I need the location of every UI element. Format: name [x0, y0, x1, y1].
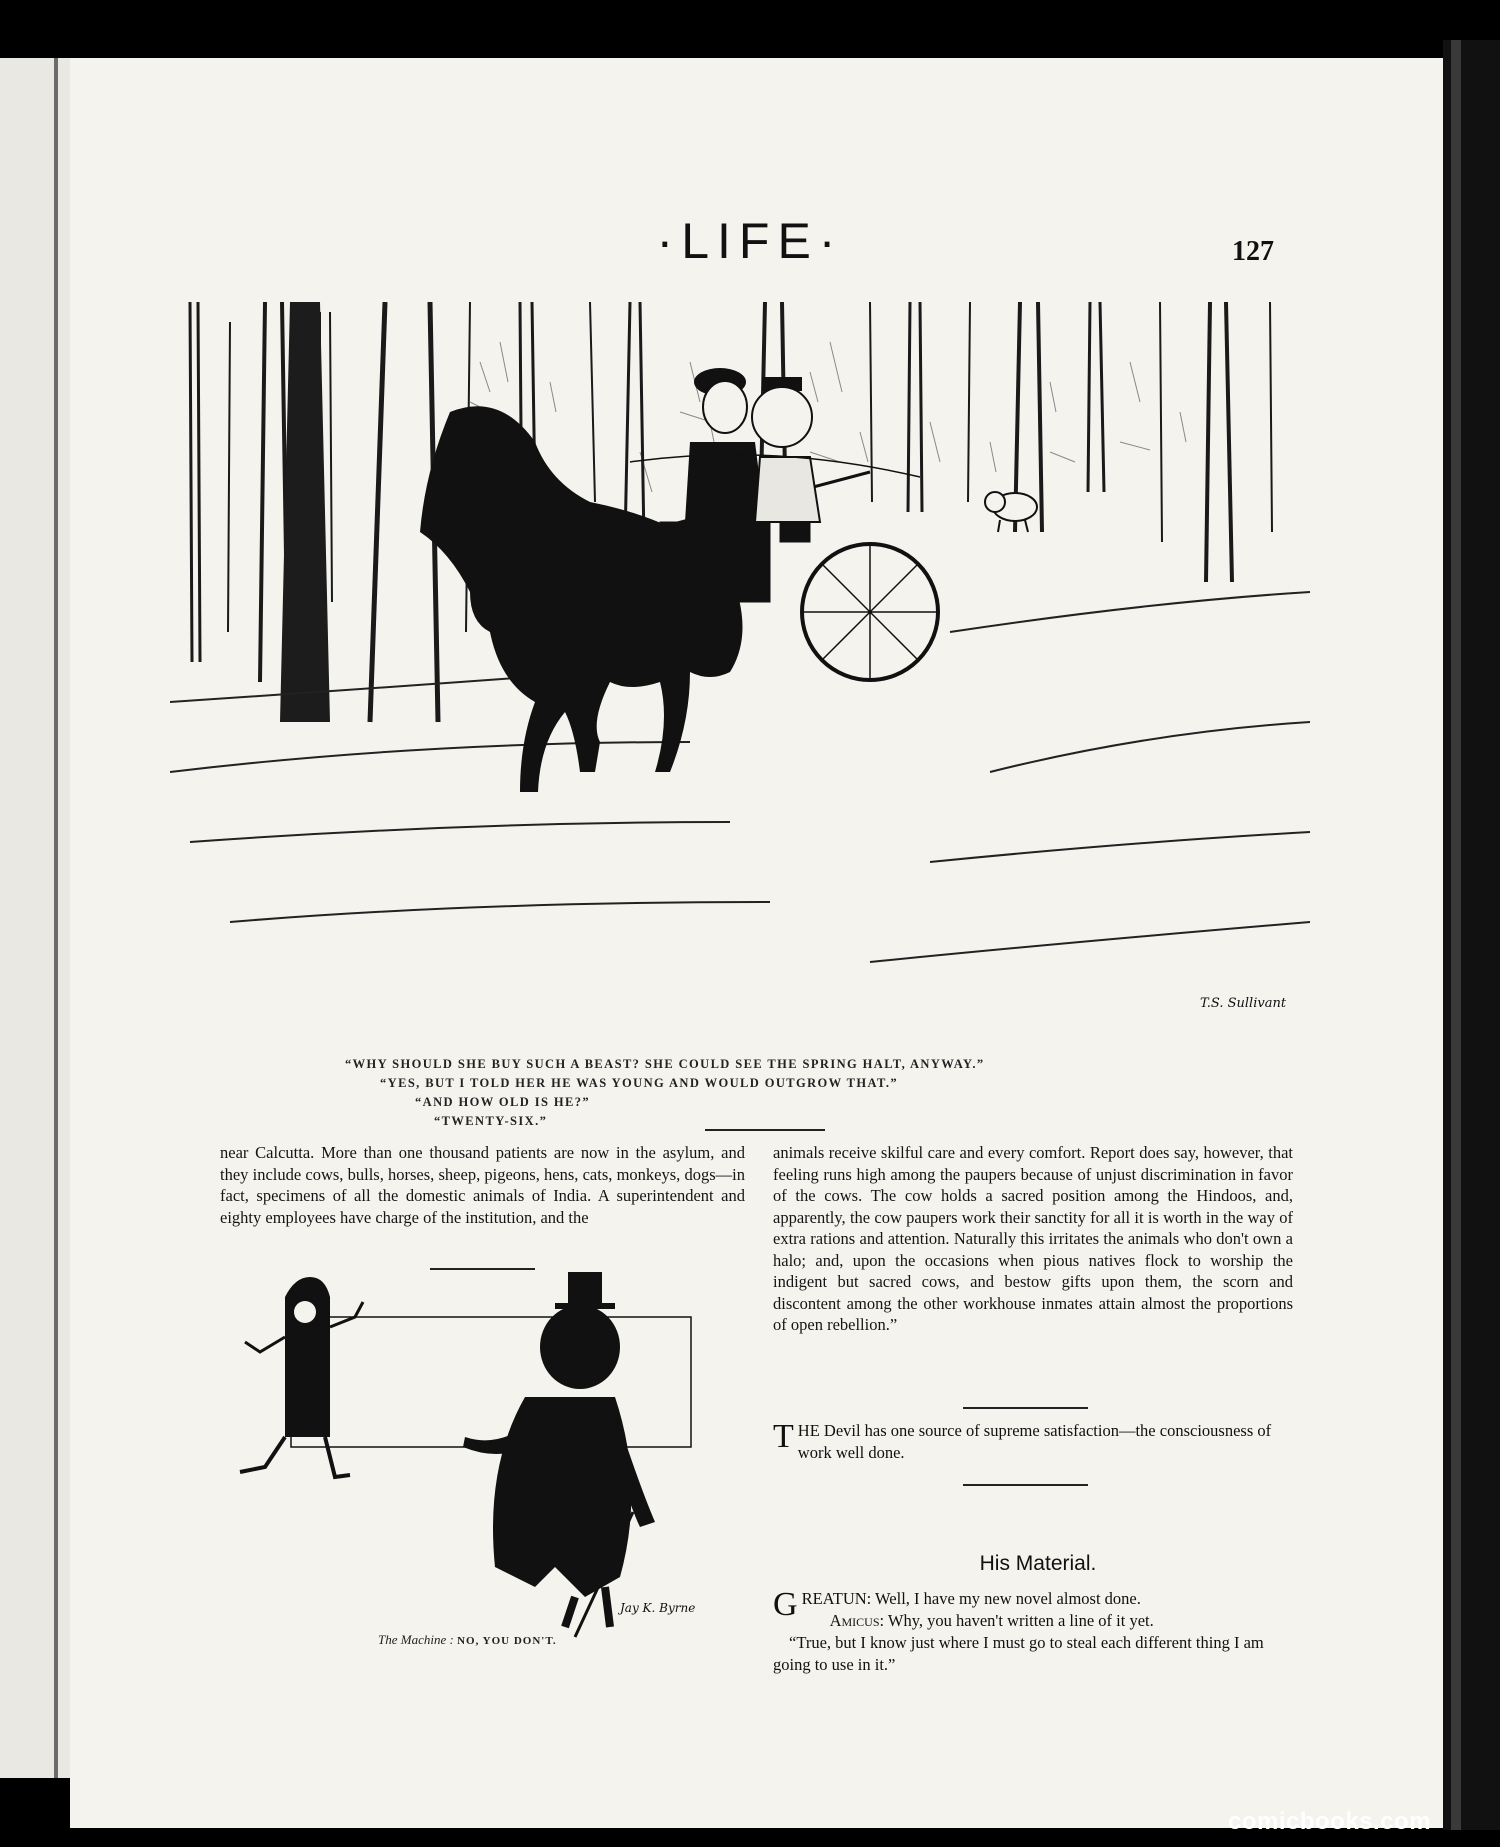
caption-line-2: “YES, BUT I TOLD HER HE WAS YOUNG AND WOULD OUTGROW THAT.” — [380, 1076, 898, 1090]
page-fold — [54, 58, 58, 1778]
divider-rule — [705, 1129, 825, 1131]
page-number: 127 — [1232, 236, 1274, 267]
right-page-edge — [1443, 40, 1500, 1830]
right-column-paragraph: animals receive skilful care and every comfort. Report does say, however, that feeling runs high among the paupers because of unjust discrimination in favor of the cows. The cow holds a sacred position among the Hindoos, and, apparently, the cow paupers work their sanctity for all it is worth in the way of extra rations and attention. Naturally this irritates the animals who don't own a halo; and, upon the occasions when pious natives flock to worship the indigent but sacred cows, and bestow gifts upon them, the scorn and discontent among the other workhouse inmates attain almost the proportions of open rebellion.” — [773, 1143, 1293, 1334]
frame-rectangle — [291, 1317, 691, 1447]
devil-paragraph — [773, 1420, 1293, 1463]
caption-line-4: “TWENTY-SIX.” — [434, 1114, 548, 1128]
binding-strip — [1451, 40, 1461, 1830]
caption-speaker: The Machine : — [378, 1632, 454, 1647]
right-column-text — [773, 1142, 1293, 1336]
right-divider-rule-1 — [963, 1407, 1088, 1409]
fat-man-silhouette — [463, 1272, 655, 1627]
his-material-body — [773, 1588, 1293, 1676]
greatun-reply: “True, but I know just where I must go to steal each different thing I am going to use in it.” — [773, 1633, 1264, 1674]
left-column-text — [220, 1142, 745, 1228]
site-watermark: comicbooks.com — [1228, 1808, 1432, 1835]
left-column-paragraph: near Calcutta. More than one thousand patients are now in the asylum, and they include cows, bulls, horses, sheep, pigeons, hens, cats, monkeys, dogs—in fact, specimens of all the domestic animals of India. A superintendent and eighty employees have charge of the institution, and the — [220, 1143, 745, 1227]
clock-and-man-silhouette-illustration — [225, 1267, 715, 1647]
devil-text: HE Devil has one source of supreme satisfaction—the consciousness of work well done. — [797, 1421, 1272, 1462]
greatun-line: REATUN: Well, I have my new novel almost done. — [801, 1589, 1141, 1608]
cartoon1-signature: T.S. Sullivant — [1200, 996, 1287, 1011]
his-material-title: His Material. — [979, 1552, 1097, 1575]
his-material-dropcap: G — [773, 1586, 798, 1623]
amicus-name: Amicus — [829, 1611, 880, 1630]
devil-dropcap: T — [773, 1418, 794, 1455]
left-page-gutter — [0, 58, 70, 1778]
caption-text: NO, YOU DON'T. — [457, 1635, 557, 1647]
caption-line-1: “WHY SHOULD SHE BUY SUCH A BEAST? SHE COULD SEE THE SPRING HALT, ANYWAY.” — [345, 1057, 985, 1071]
cartoon2-caption — [378, 1632, 557, 1648]
masthead: ·LIFE· — [656, 213, 844, 269]
amicus-line: : Why, you haven't written a line of it yet. — [879, 1611, 1154, 1630]
caption-line-3: “AND HOW OLD IS HE?” — [415, 1095, 591, 1109]
right-divider-rule-2 — [963, 1484, 1088, 1486]
cartoon2-signature: Jay K. Byrne — [620, 1601, 696, 1615]
horse-cart-forest-illustration — [170, 302, 1320, 1022]
